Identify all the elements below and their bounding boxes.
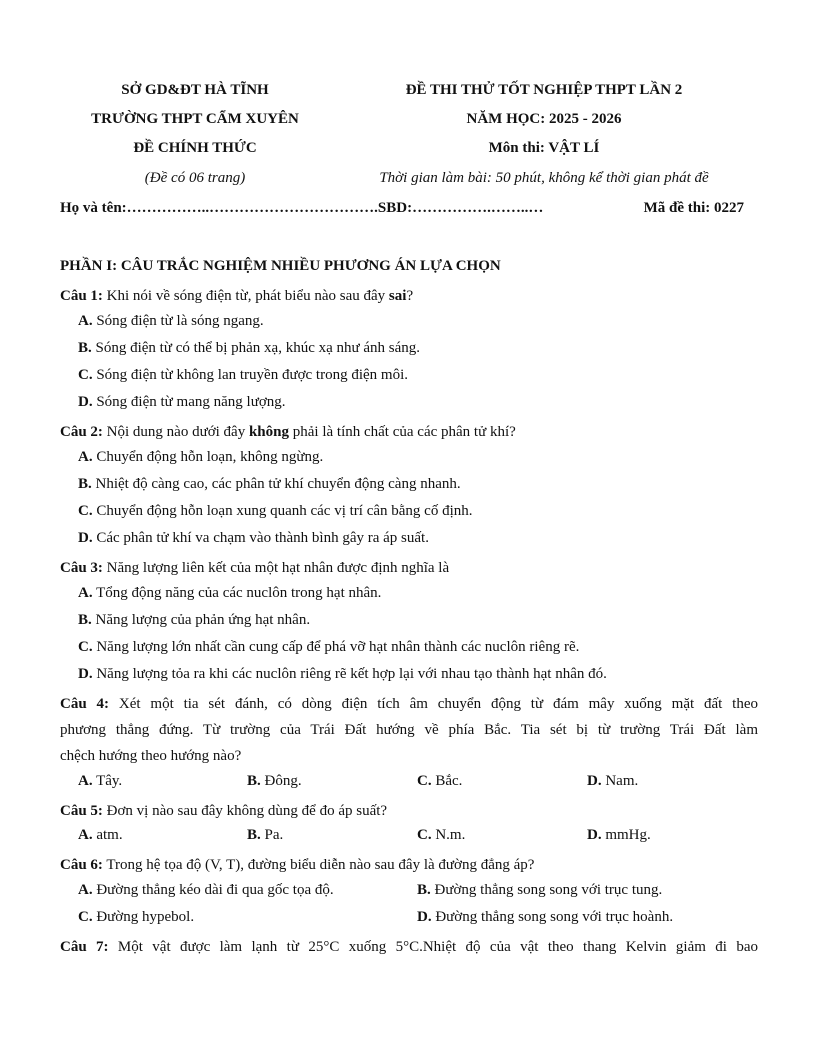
question-3-option-d: D. Năng lượng tỏa ra khi các nuclôn riêng rẽ kết hợp lại với nhau tạo thành hạt nhân đó. <box>78 666 607 682</box>
question-4-option-b: B. Đông. <box>247 773 302 789</box>
exam-title: ĐỀ THI THỬ TỐT NGHIỆP THPT LẦN 2 <box>405 82 683 98</box>
question-5-option-b: B. Pa. <box>247 827 284 843</box>
question-6-option-a: A. Đường thẳng kéo dài đi qua gốc tọa độ. <box>78 882 334 898</box>
official-label: ĐỀ CHÍNH THỨC <box>133 140 257 156</box>
question-2-option-b: B. Nhiệt độ càng cao, các phân tử khí chuyển động càng nhanh. <box>78 476 461 492</box>
question-1: Câu 1: Khi nói về sóng điện từ, phát biểu nào sau đây sai? <box>60 288 414 304</box>
question-5: Câu 5: Đơn vị nào sau đây không dùng để đo áp suất? <box>60 803 388 819</box>
question-5-option-d: D. mmHg. <box>587 827 651 843</box>
question-4-option-c: C. Bắc. <box>417 773 463 789</box>
question-2-option-d: D. Các phân tử khí va chạm vào thành bình gây ra áp suất. <box>78 530 429 546</box>
question-1-option-c: C. Sóng điện từ không lan truyền được trong điện môi. <box>78 367 408 383</box>
question-1-option-b: B. Sóng điện từ có thể bị phản xạ, khúc xạ như ánh sáng. <box>78 340 421 356</box>
school-year: NĂM HỌC: 2025 - 2026 <box>466 111 622 127</box>
question-3-option-b: B. Năng lượng của phản ứng hạt nhân. <box>78 612 311 628</box>
question-6-option-d: D. Đường thẳng song song với trục hoành. <box>417 909 674 925</box>
question-7: Câu 7: Một vật được làm lạnh từ 25°C xuống 5°C.Nhiệt độ của vật theo thang Kelvin giảm đi bao <box>60 939 758 955</box>
question-4-line-2: phương thẳng đứng. Từ trường của Trái Đất hướng về phía Bắc. Tia sét bị từ trường Trái Đất làm <box>60 722 758 738</box>
question-4-option-a: A. Tây. <box>78 773 123 789</box>
department-name: SỞ GD&ĐT HÀ TĨNH <box>121 82 269 98</box>
question-3-option-c: C. Năng lượng lớn nhất cần cung cấp để phá vỡ hạt nhân thành các nuclôn riêng rẽ. <box>78 639 580 655</box>
question-3: Câu 3: Năng lượng liên kết của một hạt nhân được định nghĩa là <box>60 560 450 576</box>
exam-code: Mã đề thi: 0227 <box>643 200 744 216</box>
question-3-option-a: A. Tổng động năng của các nuclôn trong hạt nhân. <box>78 585 382 601</box>
question-5-option-c: C. N.m. <box>417 827 466 843</box>
question-2-option-c: C. Chuyển động hỗn loạn xung quanh các vị trí cân bằng cố định. <box>78 503 473 519</box>
name-sbd-label: Họ và tên:……………..…………………………….SBD:…………….……..… <box>60 200 544 216</box>
question-2: Câu 2: Nội dung nào dưới đây không phải là tính chất của các phân tử khí? <box>60 424 516 440</box>
page-count: (Đề có 06 trang) <box>144 170 246 186</box>
time-limit: Thời gian làm bài: 50 phút, không kể thời gian phát đề <box>379 170 709 186</box>
question-1-option-d: D. Sóng điện từ mang năng lượng. <box>78 394 286 410</box>
question-1-option-a: A. Sóng điện từ là sóng ngang. <box>78 313 264 329</box>
student-id-line <box>60 200 760 217</box>
question-4-line-1: Câu 4: Xét một tia sét đánh, có dòng điện tích âm chuyển động từ đám mây xuống mặt đất theo <box>60 696 759 712</box>
question-6: Câu 6: Trong hệ tọa độ (V, T), đường biểu diễn nào sau đây là đường đẳng áp? <box>60 857 535 873</box>
question-4-option-d: D. Nam. <box>587 773 639 789</box>
question-2-option-a: A. Chuyển động hỗn loạn, không ngừng. <box>78 449 324 465</box>
school-name: TRƯỜNG THPT CẨM XUYÊN <box>91 111 299 127</box>
question-4-line-3: chệch hướng theo hướng nào? <box>60 748 242 764</box>
question-6-option-b: B. Đường thẳng song song với trục tung. <box>417 882 663 898</box>
question-6-option-c: C. Đường hypebol. <box>78 909 195 925</box>
section-title: PHẦN I: CÂU TRẮC NGHIỆM NHIỀU PHƯƠNG ÁN LỰA CHỌN <box>60 258 501 274</box>
question-5-option-a: A. atm. <box>78 827 123 843</box>
subject-label: Môn thi: VẬT LÍ <box>488 140 600 156</box>
